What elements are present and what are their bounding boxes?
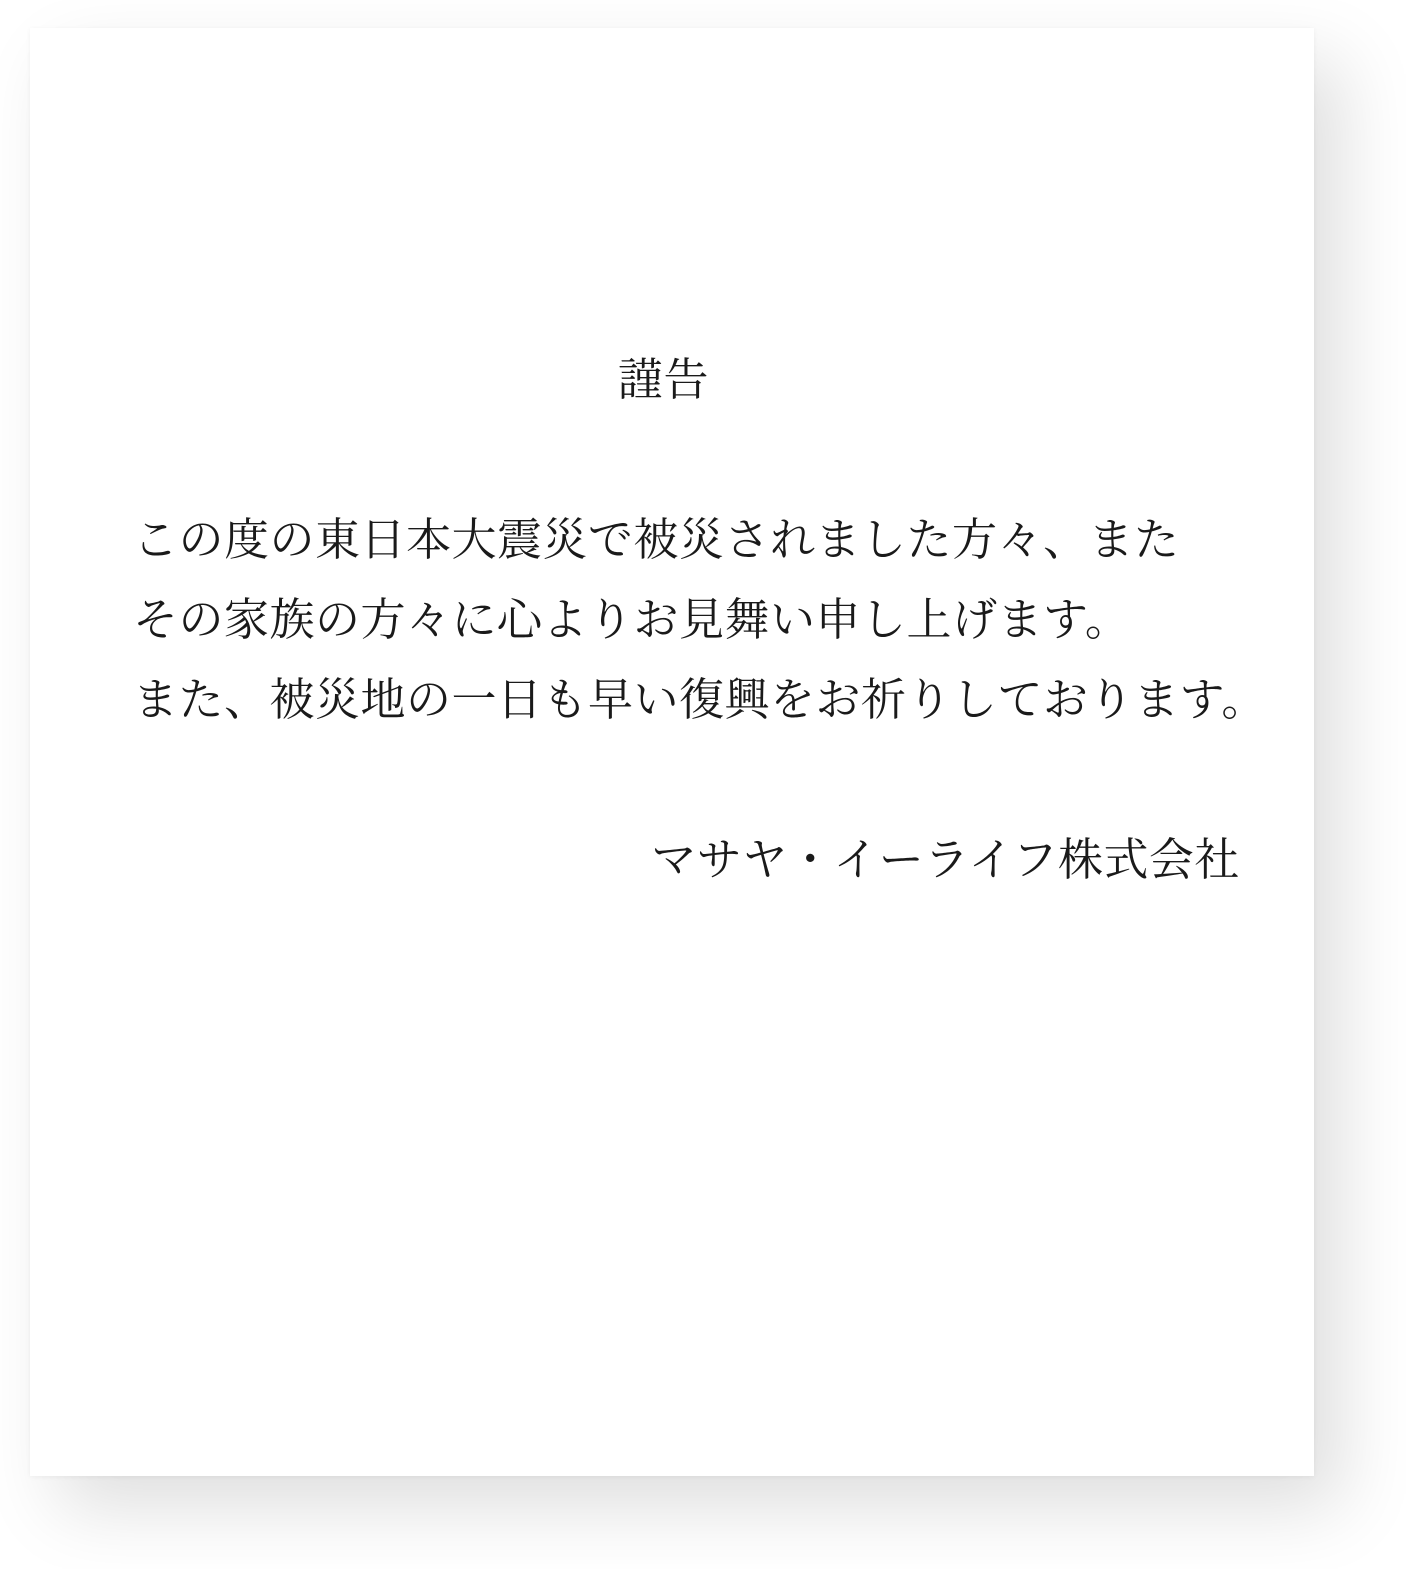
notice-title: 謹告 bbox=[618, 355, 710, 405]
notice-body bbox=[133, 500, 1267, 740]
company-signature: マサヤ・イーライフ株式会社 bbox=[651, 835, 1240, 885]
notice-content bbox=[133, 340, 1267, 900]
notice-card bbox=[30, 28, 1314, 1476]
notice-body-line-3: また、被災地の一日も早い復興をお祈りしております。 bbox=[133, 675, 1267, 725]
notice-body-line-1: この度の東日本大震災で被災されました方々、また bbox=[133, 515, 1180, 565]
notice-body-line-2: その家族の方々に心よりお見舞い申し上げます。 bbox=[133, 595, 1131, 645]
